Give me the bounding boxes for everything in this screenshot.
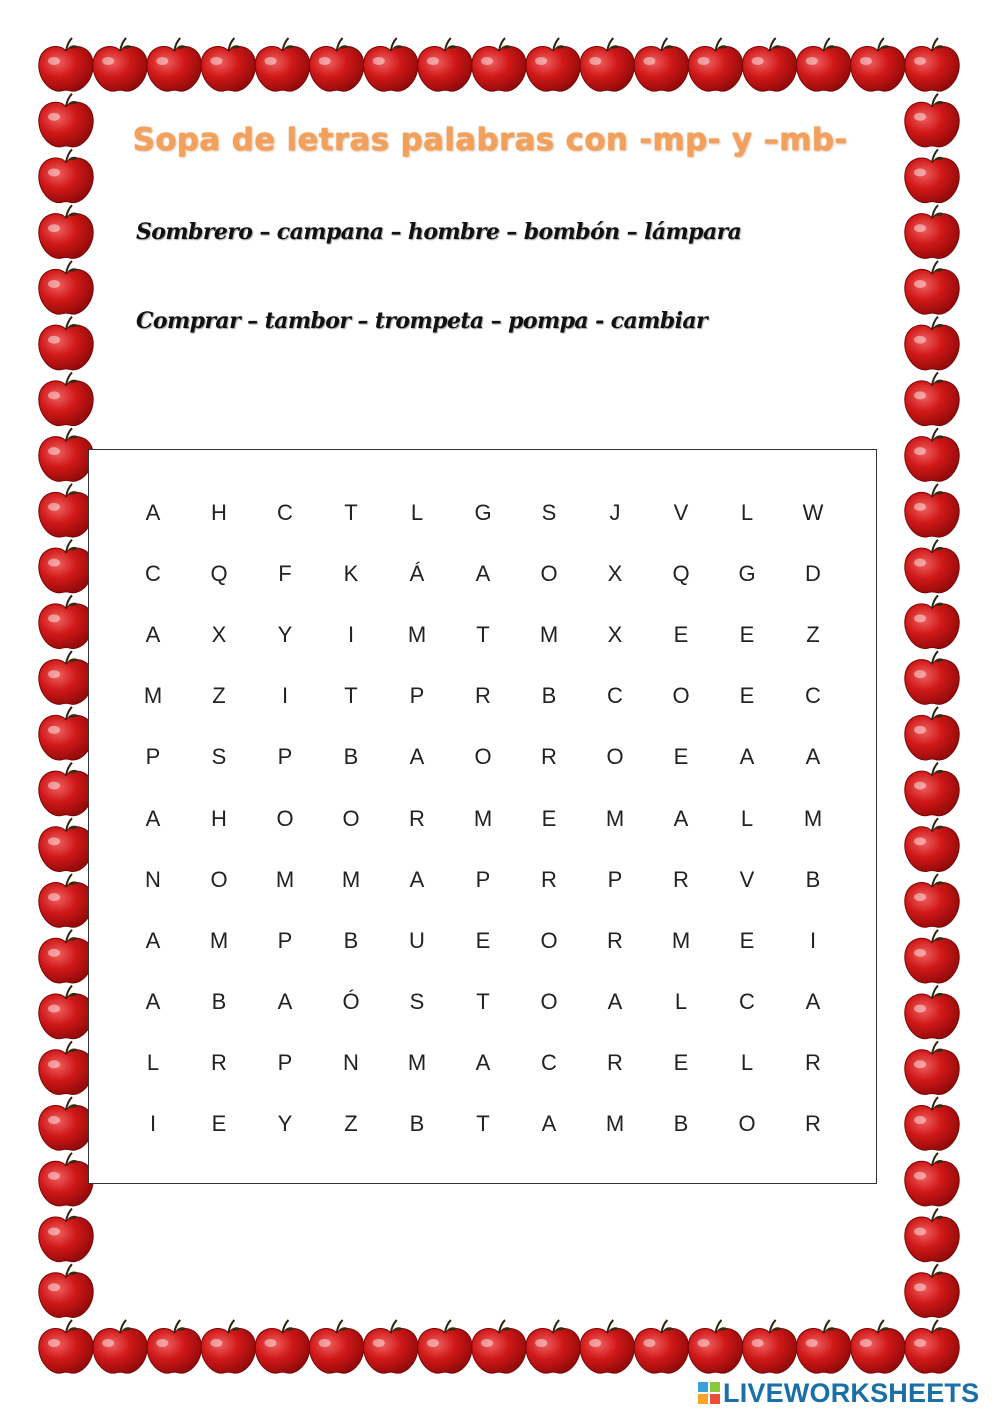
apple-icon: [418, 38, 472, 91]
word-list-line-2: Comprar – tambor – trompeta – pompa - cambiar: [136, 308, 708, 334]
grid-letter[interactable]: M: [539, 621, 559, 647]
apple-icon: [905, 428, 959, 481]
grid-letter[interactable]: O: [540, 560, 558, 586]
apple-icon: [93, 1320, 147, 1373]
apple-icon: [93, 38, 147, 91]
grid-letter[interactable]: C: [541, 1050, 557, 1076]
apple-icon: [905, 1097, 959, 1150]
apple-icon: [39, 651, 93, 704]
grid-letter[interactable]: A: [145, 989, 161, 1015]
grid-letter[interactable]: T: [476, 1111, 490, 1137]
apple-icon: [905, 930, 959, 983]
grid-letter[interactable]: B: [211, 989, 227, 1015]
grid-letter[interactable]: R: [607, 927, 623, 953]
grid-letter[interactable]: G: [738, 560, 756, 586]
grid-letter[interactable]: M: [407, 621, 427, 647]
grid-letter[interactable]: P: [145, 744, 161, 770]
grid-letter[interactable]: T: [344, 683, 358, 709]
grid-letter[interactable]: O: [474, 744, 492, 770]
grid-letter[interactable]: B: [541, 683, 557, 709]
liveworksheets-brand[interactable]: [698, 1378, 979, 1408]
grid-letter[interactable]: L: [410, 499, 424, 525]
grid-letter[interactable]: Á: [409, 560, 425, 586]
grid-letter[interactable]: O: [540, 927, 558, 953]
grid-letter[interactable]: L: [740, 499, 754, 525]
apple-icon: [905, 763, 959, 816]
grid-letter[interactable]: X: [607, 621, 623, 647]
apple-icon: [255, 1320, 309, 1373]
grid-letter[interactable]: E: [739, 621, 755, 647]
apple-icon: [39, 707, 93, 760]
grid-letter[interactable]: O: [540, 989, 558, 1015]
grid-letter[interactable]: M: [275, 866, 295, 892]
apple-icon: [905, 1041, 959, 1094]
grid-letter[interactable]: O: [276, 805, 294, 831]
apple-icon: [688, 38, 742, 91]
liveworksheets-wordmark: LIVEWORKSHEETS: [723, 1377, 980, 1408]
grid-letter[interactable]: I: [809, 927, 817, 953]
apple-icon: [39, 205, 93, 258]
apple-icon: [634, 1320, 688, 1373]
grid-letter[interactable]: C: [277, 499, 293, 525]
grid-letter[interactable]: M: [143, 683, 163, 709]
grid-letter[interactable]: O: [672, 683, 690, 709]
grid-letter[interactable]: A: [475, 1050, 491, 1076]
apple-icon: [39, 261, 93, 314]
grid-letter[interactable]: B: [805, 866, 821, 892]
grid-letter[interactable]: Z: [212, 683, 226, 709]
grid-letter[interactable]: S: [211, 744, 227, 770]
grid-letter[interactable]: A: [145, 927, 161, 953]
grid-letter[interactable]: R: [409, 805, 425, 831]
apple-icon: [39, 428, 93, 481]
grid-letter[interactable]: E: [211, 1111, 227, 1137]
apple-icon: [905, 595, 959, 648]
grid-letter[interactable]: E: [739, 683, 755, 709]
grid-letter[interactable]: R: [475, 683, 491, 709]
grid-letter[interactable]: L: [146, 1050, 160, 1076]
grid-letter[interactable]: T: [344, 499, 358, 525]
grid-letter[interactable]: B: [409, 1111, 425, 1137]
apple-icon: [39, 1320, 93, 1373]
grid-letter[interactable]: A: [475, 560, 491, 586]
liveworksheets-logo-icon: [698, 1382, 720, 1404]
apple-icon: [39, 1097, 93, 1150]
grid-letter[interactable]: I: [347, 621, 355, 647]
apple-icon: [905, 1209, 959, 1262]
grid-letter[interactable]: M: [209, 927, 229, 953]
grid-letter[interactable]: R: [607, 1050, 623, 1076]
grid-letter[interactable]: K: [343, 560, 359, 586]
grid-letter[interactable]: P: [607, 866, 623, 892]
grid-letter[interactable]: A: [607, 989, 623, 1015]
apple-icon: [905, 484, 959, 537]
apple-icon: [472, 1320, 526, 1373]
apple-icon: [905, 874, 959, 927]
grid-letter[interactable]: E: [739, 927, 755, 953]
grid-letter[interactable]: M: [407, 1050, 427, 1076]
grid-letter[interactable]: E: [673, 1050, 689, 1076]
apple-icon: [905, 707, 959, 760]
apple-icon: [526, 1320, 580, 1373]
grid-letter[interactable]: P: [277, 927, 293, 953]
grid-letter[interactable]: Z: [344, 1111, 358, 1137]
apple-icon: [418, 1320, 472, 1373]
apple-icon: [39, 874, 93, 927]
grid-letter[interactable]: C: [607, 683, 623, 709]
grid-letter[interactable]: U: [409, 927, 425, 953]
grid-letter[interactable]: N: [343, 1050, 359, 1076]
apple-icon: [39, 1041, 93, 1094]
apple-icon: [39, 930, 93, 983]
apple-icon: [526, 38, 580, 91]
apple-icon: [201, 1320, 255, 1373]
grid-letter[interactable]: P: [409, 683, 425, 709]
apple-icon: [39, 372, 93, 425]
grid-letter[interactable]: Y: [277, 1111, 293, 1137]
grid-letter[interactable]: Q: [672, 560, 690, 586]
grid-letter[interactable]: S: [541, 499, 557, 525]
grid-letter[interactable]: D: [805, 560, 821, 586]
grid-letter[interactable]: C: [805, 683, 821, 709]
grid-letter[interactable]: T: [476, 621, 490, 647]
apple-icon: [688, 1320, 742, 1373]
grid-letter[interactable]: B: [673, 1111, 689, 1137]
grid-letter[interactable]: R: [805, 1111, 821, 1137]
grid-letter[interactable]: L: [740, 805, 754, 831]
apple-icon: [905, 205, 959, 258]
grid-letter[interactable]: Y: [277, 621, 293, 647]
grid-letter[interactable]: A: [673, 805, 689, 831]
apple-icon: [147, 1320, 201, 1373]
apple-icon: [905, 540, 959, 593]
grid-letter[interactable]: Z: [806, 621, 820, 647]
grid-letter[interactable]: A: [145, 621, 161, 647]
worksheet-title: Sopa de letras palabras con -mp- y –mb-: [132, 122, 848, 158]
apple-icon: [309, 1320, 363, 1373]
grid-letter[interactable]: R: [541, 744, 557, 770]
grid-letter[interactable]: E: [673, 621, 689, 647]
grid-letter[interactable]: S: [409, 989, 425, 1015]
grid-letter[interactable]: H: [211, 805, 227, 831]
grid-letter[interactable]: I: [281, 683, 289, 709]
grid-letter[interactable]: A: [541, 1111, 557, 1137]
grid-letter[interactable]: X: [211, 621, 227, 647]
grid-letter[interactable]: M: [605, 805, 625, 831]
grid-letter[interactable]: A: [805, 744, 821, 770]
grid-letter[interactable]: A: [145, 805, 161, 831]
apple-icon: [797, 38, 851, 91]
grid-letter[interactable]: V: [673, 499, 689, 525]
apple-icon: [905, 1320, 959, 1373]
grid-letter[interactable]: O: [606, 744, 624, 770]
apple-icon: [580, 1320, 634, 1373]
grid-letter[interactable]: X: [607, 560, 623, 586]
apple-icon: [905, 261, 959, 314]
apple-icon: [39, 1153, 93, 1206]
apple-icon: [851, 1320, 905, 1373]
apple-icon: [39, 317, 93, 370]
apple-icon: [905, 1153, 959, 1206]
apple-icon: [39, 595, 93, 648]
apple-icon: [797, 1320, 851, 1373]
grid-letter[interactable]: A: [739, 744, 755, 770]
grid-letter[interactable]: E: [673, 744, 689, 770]
grid-letter[interactable]: M: [803, 805, 823, 831]
apple-icon: [39, 484, 93, 537]
grid-letter[interactable]: M: [341, 866, 361, 892]
apple-icon: [905, 651, 959, 704]
word-search-grid: [120, 482, 846, 1155]
grid-letter[interactable]: O: [342, 805, 360, 831]
grid-letter[interactable]: M: [671, 927, 691, 953]
apple-icon: [201, 38, 255, 91]
grid-letter[interactable]: W: [802, 499, 824, 525]
grid-letter[interactable]: F: [278, 560, 292, 586]
apple-icon: [39, 986, 93, 1039]
grid-letter[interactable]: A: [409, 866, 425, 892]
grid-letter[interactable]: T: [476, 989, 490, 1015]
apple-icon: [364, 38, 418, 91]
grid-letter[interactable]: P: [475, 866, 491, 892]
grid-letter[interactable]: M: [473, 805, 493, 831]
apple-icon: [905, 818, 959, 871]
apple-icon: [472, 38, 526, 91]
grid-letter[interactable]: B: [343, 927, 359, 953]
grid-letter[interactable]: P: [277, 1050, 293, 1076]
grid-letter[interactable]: R: [541, 866, 557, 892]
grid-letter[interactable]: H: [211, 499, 227, 525]
apple-icon: [39, 540, 93, 593]
grid-letter[interactable]: R: [673, 866, 689, 892]
apple-icon: [634, 38, 688, 91]
grid-letter[interactable]: A: [409, 744, 425, 770]
grid-letter[interactable]: J: [609, 499, 621, 525]
apple-icon: [309, 38, 363, 91]
apple-icon: [147, 38, 201, 91]
grid-letter[interactable]: R: [211, 1050, 227, 1076]
apple-icon: [39, 818, 93, 871]
apple-icon: [905, 317, 959, 370]
grid-letter[interactable]: A: [145, 499, 161, 525]
grid-letter[interactable]: V: [739, 866, 755, 892]
grid-letter[interactable]: C: [739, 989, 755, 1015]
apple-icon: [905, 372, 959, 425]
grid-letter[interactable]: M: [605, 1111, 625, 1137]
grid-letter[interactable]: G: [474, 499, 492, 525]
apple-icon: [39, 763, 93, 816]
grid-letter[interactable]: Q: [210, 560, 228, 586]
grid-letter[interactable]: P: [277, 744, 293, 770]
apple-icon: [39, 38, 93, 91]
apple-icon: [39, 1264, 93, 1317]
apple-icon: [39, 1209, 93, 1262]
apple-icon: [742, 38, 796, 91]
apple-icon: [364, 1320, 418, 1373]
apple-icon: [905, 986, 959, 1039]
grid-letter[interactable]: C: [145, 560, 161, 586]
grid-letter[interactable]: N: [145, 866, 161, 892]
word-list-line-1: Sombrero – campana – hombre – bombón – lámpara: [136, 219, 742, 245]
grid-letter[interactable]: E: [541, 805, 557, 831]
apple-icon: [742, 1320, 796, 1373]
apple-icon: [851, 38, 905, 91]
apple-icon: [905, 38, 959, 91]
grid-letter[interactable]: O: [738, 1111, 756, 1137]
grid-letter[interactable]: L: [674, 989, 688, 1015]
grid-letter[interactable]: A: [805, 989, 821, 1015]
grid-letter[interactable]: O: [210, 866, 228, 892]
grid-letter[interactable]: A: [277, 989, 293, 1015]
grid-letter[interactable]: Ó: [342, 989, 360, 1015]
apple-icon: [580, 38, 634, 91]
apple-icon: [905, 1264, 959, 1317]
grid-letter[interactable]: R: [805, 1050, 821, 1076]
grid-letter[interactable]: B: [343, 744, 359, 770]
grid-letter[interactable]: I: [149, 1111, 157, 1137]
apple-icon: [255, 38, 309, 91]
grid-letter[interactable]: L: [740, 1050, 754, 1076]
grid-letter[interactable]: E: [475, 927, 491, 953]
